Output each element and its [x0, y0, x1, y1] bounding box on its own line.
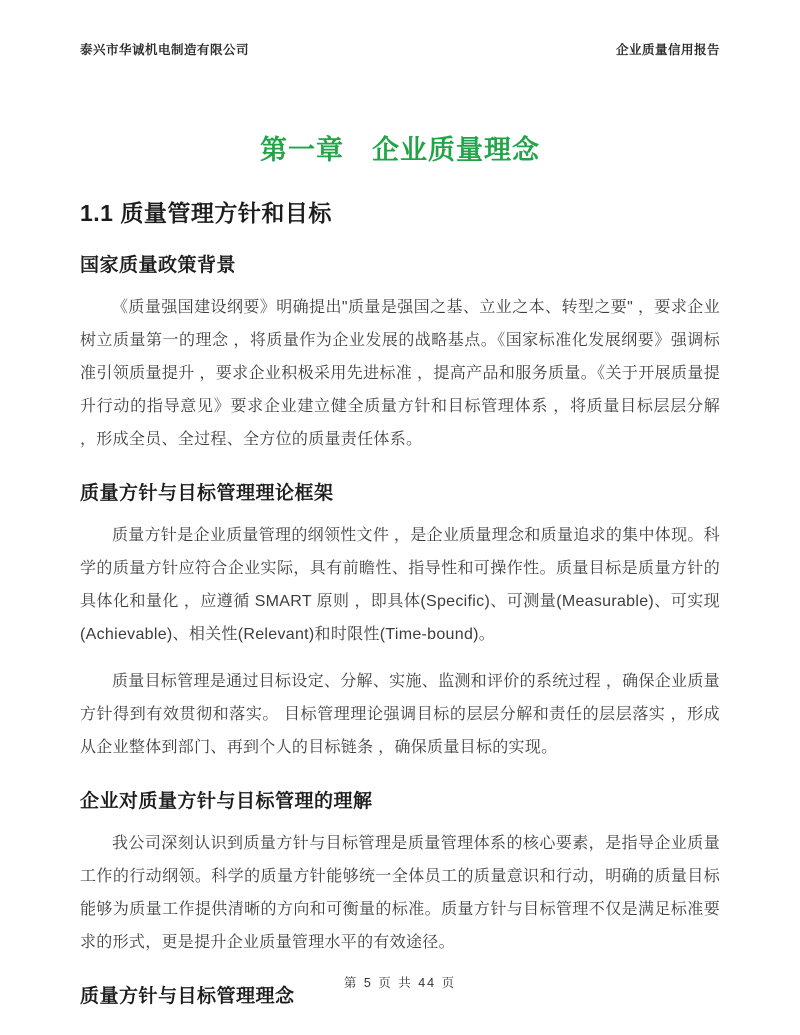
- chapter-title: 第一章 企业质量理念: [260, 135, 540, 165]
- header-report-title: 企业质量信用报告: [615, 43, 720, 57]
- section-heading: 1.1 质量管理方针和目标: [80, 200, 332, 226]
- subheading-company-understanding: 企业对质量方针与目标管理的理解: [80, 791, 373, 812]
- subheading-national-policy-background: 国家质量政策背景: [80, 255, 237, 276]
- page-number-indicator: 第 5 页 共 44 页: [343, 976, 457, 990]
- page-header: [80, 40, 720, 58]
- header-company-name: 泰兴市华诚机电制造有限公司: [80, 43, 250, 57]
- subheading-management-philosophy: 质量方针与目标管理理念: [80, 986, 295, 1007]
- paragraph-quality-policy-definition: 质量方针是企业质量管理的纲领性文件 ，是企业质量理念和质量追求的集中体现。科学的质量方针应符合企业实际，具有前瞻性、指导性和可操作性。质量目标是质量方针的具体化和量化 ，应遵循 SMART 原则 ，即具体(Specific)、可测量(Measurable)、可实现(Achievable)、相关性(Relevant)和时限性(Time-bound)。: [80, 527, 720, 643]
- subheading-theory-framework: 质量方针与目标管理理论框架: [80, 483, 334, 504]
- paragraph-national-policy: 《质量强国建设纲要》明确提出"质量是强国之基、立业之本、转型之要" ，要求企业树立质量第一的理念 ，将质量作为企业发展的战略基点。《国家标准化发展纲要》强调标准引领质量提升 ，要求企业积极采用先进标准 ，提高产品和服务质量。《关于开展质量提升行动的指导意见》要求企业建立健全质量方针和目标管理体系 ，将质量目标层层分解 ，形成全员、全过程、全方位的质量责任体系。: [80, 299, 720, 448]
- paragraph-company-understanding: 我公司深刻认识到质量方针与目标管理是质量管理体系的核心要素，是指导企业质量工作的行动纲领。科学的质量方针能够统一全体员工的质量意识和行动，明确的质量目标能够为质量工作提供清晰的方向和可衡量的标准。质量方针与目标管理不仅是满足标准要求的形式，更是提升企业质量管理水平的有效途径。: [80, 835, 720, 951]
- paragraph-objective-management: 质量目标管理是通过目标设定、分解、实施、监测和评价的系统过程 ，确保企业质量方针得到有效贯彻和落实。 目标管理理论强调目标的层层分解和责任的层层落实 ，形成从企业整体到部门、再到个人的目标链条 ，确保质量目标的实现。: [80, 673, 720, 756]
